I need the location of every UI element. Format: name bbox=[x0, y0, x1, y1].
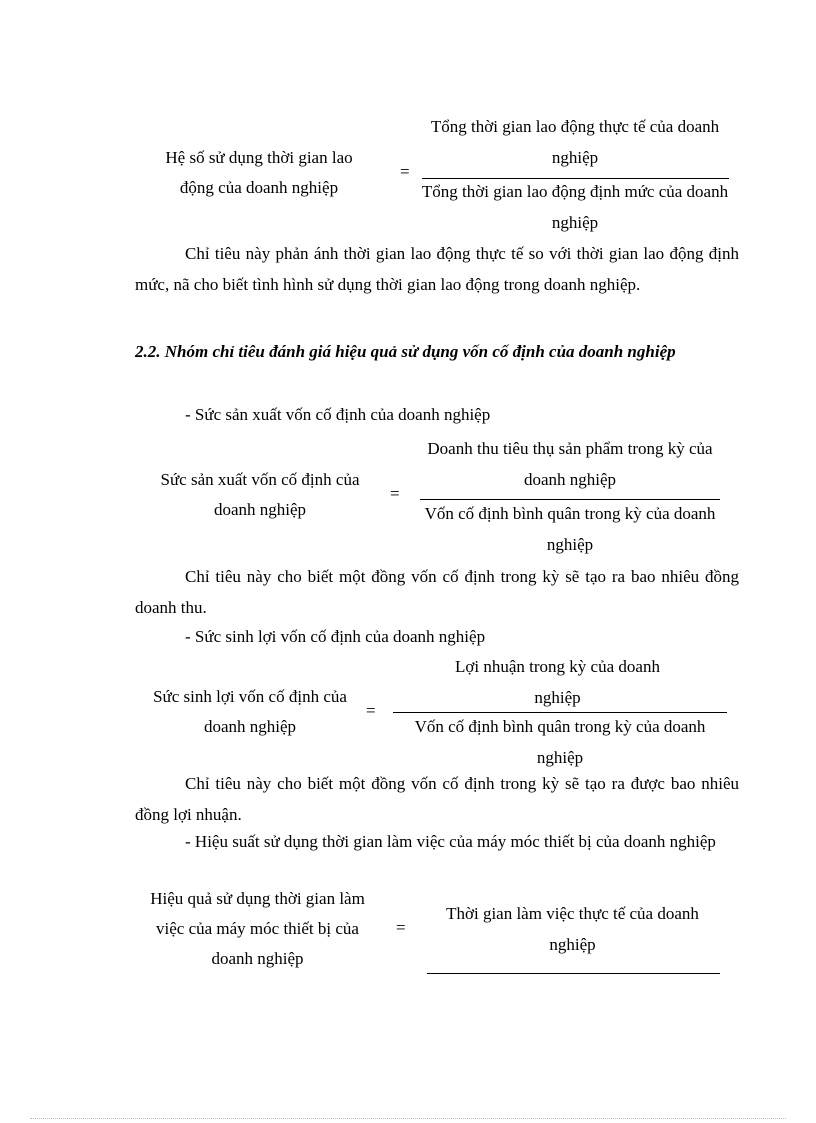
formula1-equals: = bbox=[400, 162, 410, 181]
formula2-numerator: Doanh thu tiêu thụ sản phẩm trong kỳ của doanh nghiệp bbox=[427, 439, 713, 489]
formula4-fraction-line bbox=[427, 973, 720, 974]
formula4-equals: = bbox=[396, 918, 406, 937]
bullet-equipment-time-efficiency: - Hiệu suất sử dụng thời gian làm việc của máy móc thiết bị của doanh nghiệp bbox=[185, 832, 716, 851]
page-footer-divider bbox=[30, 1118, 786, 1119]
formula3-equals: = bbox=[366, 701, 376, 720]
bullet-fixed-capital-productivity: - Sức sản xuất vốn cố định của doanh nghiệp bbox=[185, 405, 491, 424]
explanation-paragraph-3: Chỉ tiêu này cho biết một đồng vốn cố định trong kỳ sẽ tạo ra được bao nhiêu đồng lợi nhuận. bbox=[135, 774, 739, 824]
section-heading: 2.2. Nhóm chỉ tiêu đánh giá hiệu quả sử dụng vốn cố định của doanh nghiệp bbox=[135, 342, 676, 361]
formula2-lhs: Sức sản xuất vốn cố định của doanh nghiệp bbox=[160, 470, 360, 519]
formula3-denominator: Vốn cố định bình quân trong kỳ của doanh nghiệp bbox=[414, 717, 706, 767]
formula1-denominator: Tổng thời gian lao động định mức của doanh nghiệp bbox=[421, 182, 729, 232]
formula4-numerator: Thời gian làm việc thực tế của doanh nghiệp bbox=[446, 904, 699, 954]
formula3-lhs: Sức sinh lợi vốn cố định của doanh nghiệp bbox=[153, 687, 347, 736]
formula1-numerator: Tổng thời gian lao động thực tế của doanh nghiệp bbox=[430, 117, 720, 167]
formula3-numerator: Lợi nhuận trong kỳ của doanh nghiệp bbox=[455, 657, 660, 707]
formula1-lhs: Hệ số sử dụng thời gian lao động của doanh nghiệp bbox=[165, 148, 353, 197]
formula2-equals: = bbox=[390, 484, 400, 503]
bullet-fixed-capital-profitability: - Sức sinh lợi vốn cố định của doanh nghiệp bbox=[185, 627, 486, 646]
formula2-denominator: Vốn cố định bình quân trong kỳ của doanh nghiệp bbox=[424, 504, 716, 554]
explanation-paragraph-1: Chỉ tiêu này phản ánh thời gian lao động thực tế so với thời gian lao động định mức, nã cho biết tình hình sử dụng thời gian lao động trong doanh nghiệp. bbox=[135, 244, 739, 294]
explanation-paragraph-2: Chỉ tiêu này cho biết một đồng vốn cố định trong kỳ sẽ tạo ra bao nhiêu đồng doanh thu. bbox=[135, 567, 739, 617]
formula4-lhs: Hiệu quả sử dụng thời gian làm việc của máy móc thiết bị của doanh nghiệp bbox=[150, 889, 365, 968]
